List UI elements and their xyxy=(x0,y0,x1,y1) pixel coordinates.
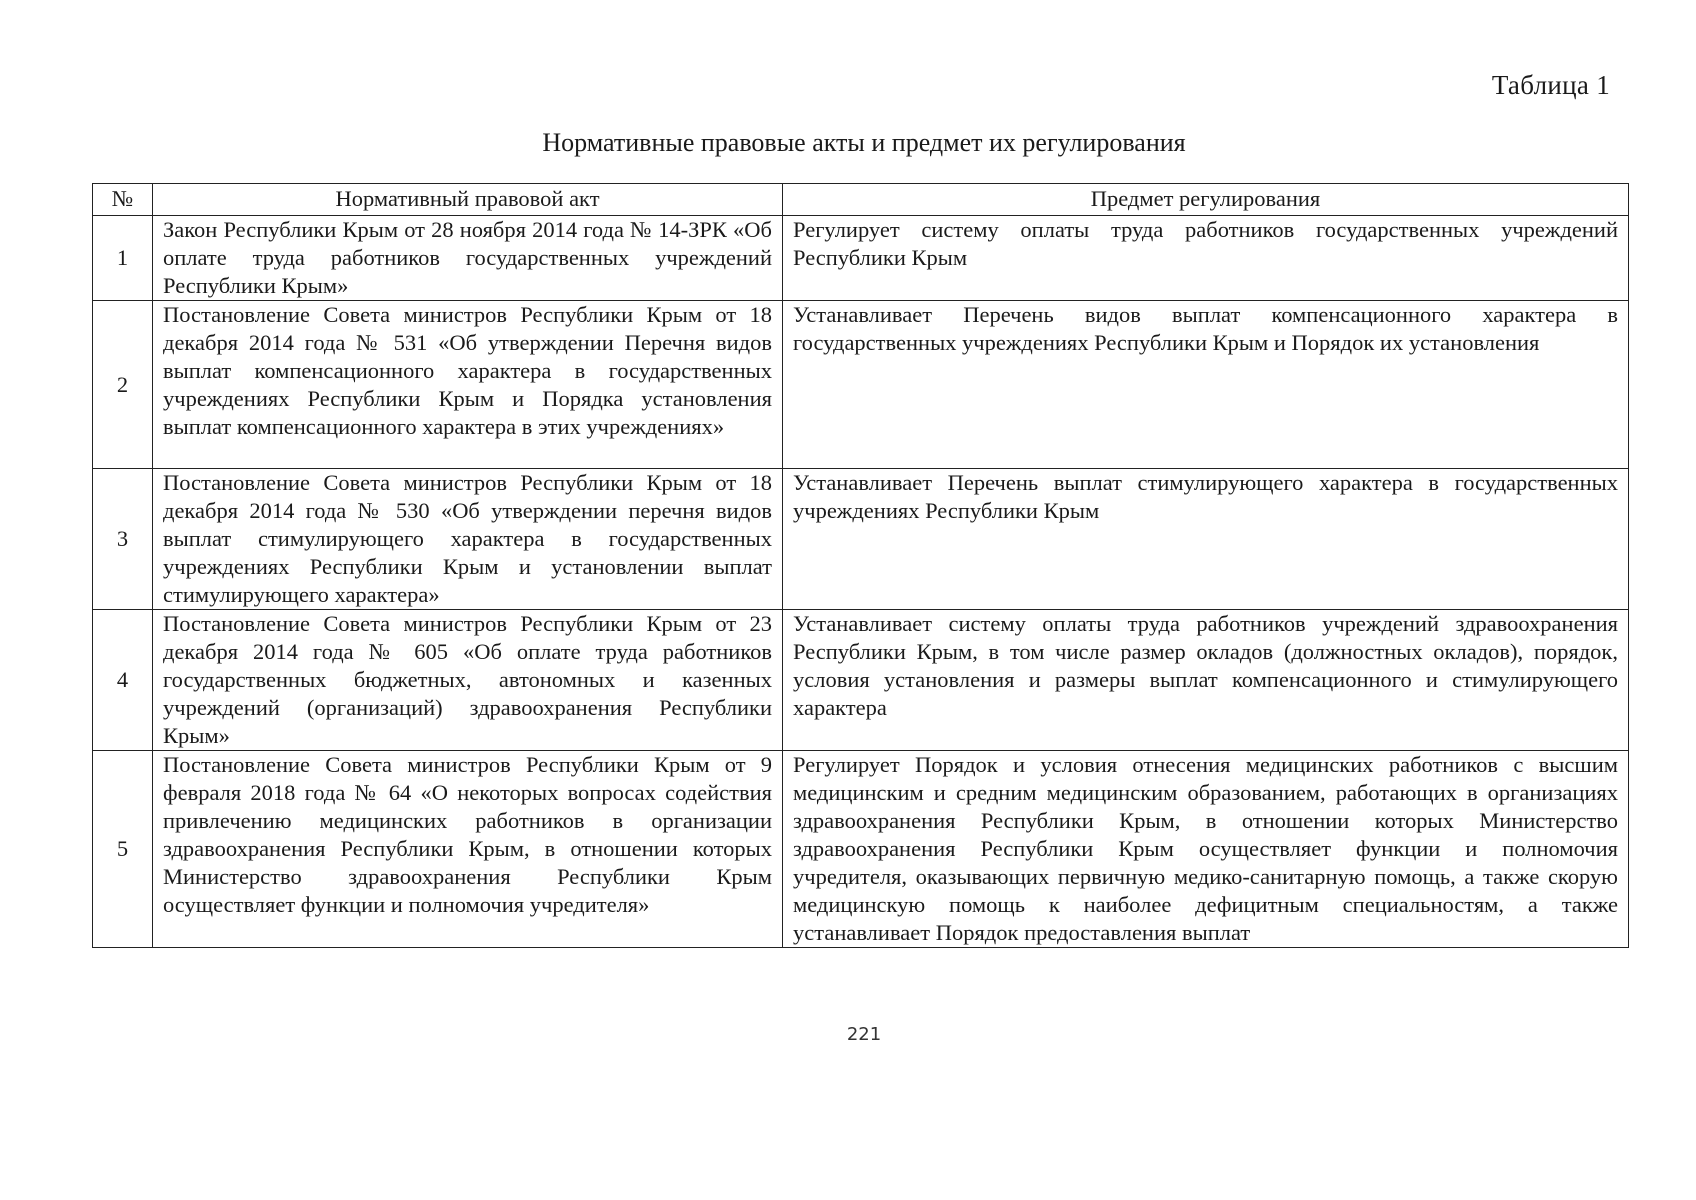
row-subject: Регулирует систему оплаты труда работников государственных учреждений Республики Крым xyxy=(783,216,1629,301)
table-row xyxy=(93,610,1629,751)
row-subject: Регулирует Порядок и условия отнесения медицинских работников с высшим медицинским и средним медицинским образованием, работающих в организациях здравоохранения Республики Крым, в отношении которых Министерство здравоохранения Республики Крым осуществляет функции и полномочия учредителя, оказывающих первичную медико-санитарную помощь, а также скорую медицинскую помощь к наиболее дефицитным специальностям, а также устанавливает Порядок предоставления выплат xyxy=(783,751,1629,948)
column-header-number: № xyxy=(93,184,153,216)
row-act: Постановление Совета министров Республики Крым от 18 декабря 2014 года № 530 «Об утверждении перечня видов выплат стимулирующего характера в государственных учреждениях Республики Крым и установлении выплат стимулирующего характера» xyxy=(153,469,783,610)
table-label: Таблица 1 xyxy=(1491,70,1610,100)
table-header-row xyxy=(93,184,1629,216)
table-row xyxy=(93,301,1629,469)
row-number: 4 xyxy=(93,610,153,751)
row-subject: Устанавливает Перечень выплат стимулирующего характера в государственных учреждениях Республики Крым xyxy=(783,469,1629,610)
table-row xyxy=(93,469,1629,610)
row-number: 2 xyxy=(93,301,153,469)
table-row xyxy=(93,216,1629,301)
row-subject: Устанавливает систему оплаты труда работников учреждений здравоохранения Республики Крым, в том числе размер окладов (должностных окладов), порядок, условия установления и размеры выплат компенсационного и стимулирующего характера xyxy=(783,610,1629,751)
table-row xyxy=(93,751,1629,948)
row-act: Закон Республики Крым от 28 ноября 2014 года № 14-ЗРК «Об оплате труда работников государственных учреждений Республики Крым» xyxy=(153,216,783,301)
row-act: Постановление Совета министров Республики Крым от 18 декабря 2014 года № 531 «Об утверждении Перечня видов выплат компенсационного характера в государственных учреждениях Республики Крым и Порядка установления выплат компенсационного характера в этих учреждениях» xyxy=(153,301,783,469)
row-subject: Устанавливает Перечень видов выплат компенсационного характера в государственных учреждениях Республики Крым и Порядок их установления xyxy=(783,301,1629,469)
document-title: Нормативные правовые акты и предмет их регулирования xyxy=(542,128,1186,157)
row-number: 3 xyxy=(93,469,153,610)
row-number: 1 xyxy=(93,216,153,301)
column-header-subject: Предмет регулирования xyxy=(783,184,1629,216)
regulations-table xyxy=(92,183,1629,948)
row-act: Постановление Совета министров Республики Крым от 9 февраля 2018 года № 64 «О некоторых вопросах содействия привлечению медицинских работников в организации здравоохранения Республики Крым, в отношении которых Министерство здравоохранения Республики Крым осуществляет функции и полномочия учредителя» xyxy=(153,751,783,948)
column-header-act: Нормативный правовой акт xyxy=(153,184,783,216)
page-number: 221 xyxy=(846,1024,882,1045)
row-number: 5 xyxy=(93,751,153,948)
row-act: Постановление Совета министров Республики Крым от 23 декабря 2014 года № 605 «Об оплате труда работников государственных бюджетных, автономных и казенных учреждений (организаций) здравоохранения Республики Крым» xyxy=(153,610,783,751)
